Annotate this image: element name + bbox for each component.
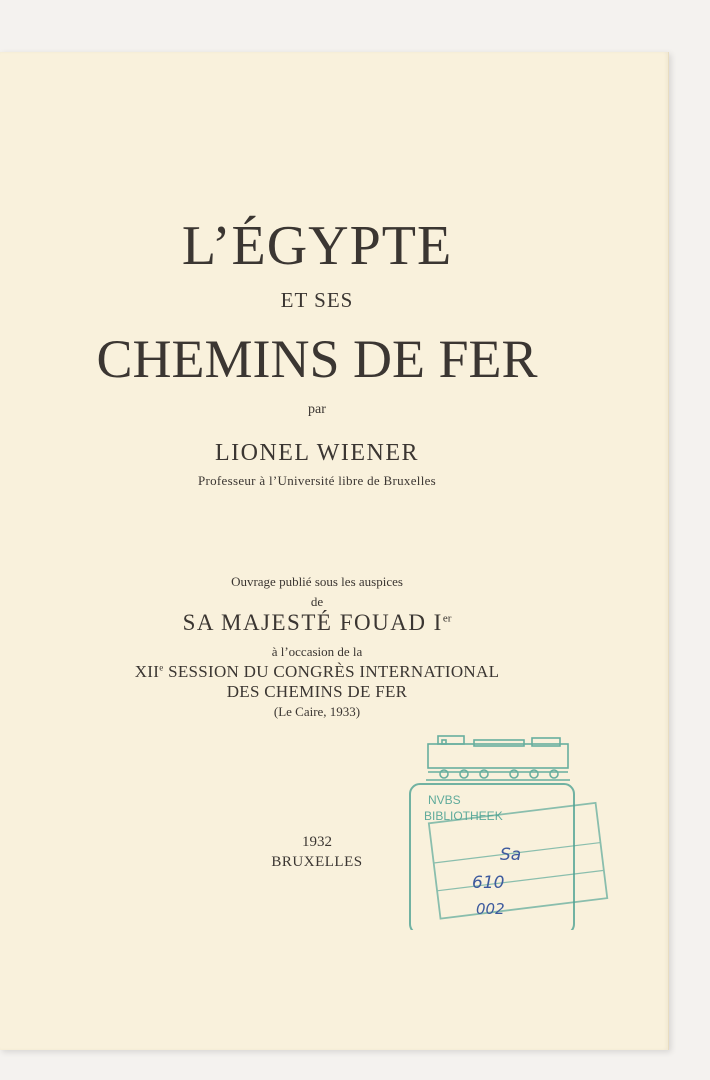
title-line-2: ET SES — [280, 288, 354, 312]
majesty-superscript: er — [442, 612, 452, 625]
locomotive-icon — [426, 736, 570, 780]
auspices-intro: Ouvrage publié sous les auspices — [231, 574, 403, 589]
majesty-text: SA MAJESTÉ FOUAD I — [182, 610, 443, 635]
shelfmark-3: 002 — [476, 900, 505, 918]
stamp-line-2: BIBLIOTHEEK — [424, 809, 503, 823]
session-superscript: e — [159, 662, 164, 673]
session-line — [0, 662, 634, 682]
shelfmark-1: Sa — [500, 845, 522, 865]
stamp-line-1: NVBS — [428, 793, 461, 807]
author-name: LIONEL WIENER — [214, 440, 420, 466]
session-number: XII — [134, 662, 160, 681]
publication-city: BRUXELLES — [271, 854, 363, 870]
title-line-3: CHEMINS DE FER — [96, 329, 538, 389]
majesty-line — [0, 610, 634, 636]
author-affiliation: Professeur à l’Université libre de Bruxelles — [197, 473, 437, 488]
publication-year: 1932 — [302, 834, 332, 850]
occasion-line: à l’occasion de la — [271, 644, 363, 659]
session-location: (Le Caire, 1933) — [273, 704, 361, 719]
session-text: SESSION DU CONGRÈS INTERNATIONAL — [163, 662, 500, 681]
session-line-2: DES CHEMINS DE FER — [226, 682, 408, 701]
library-stamp — [404, 680, 614, 930]
auspices-de: de — [310, 594, 324, 609]
title-line-1: L’ÉGYPTE — [181, 215, 453, 277]
shelfmark-2: 610 — [472, 873, 505, 893]
by-word: par — [308, 402, 326, 417]
